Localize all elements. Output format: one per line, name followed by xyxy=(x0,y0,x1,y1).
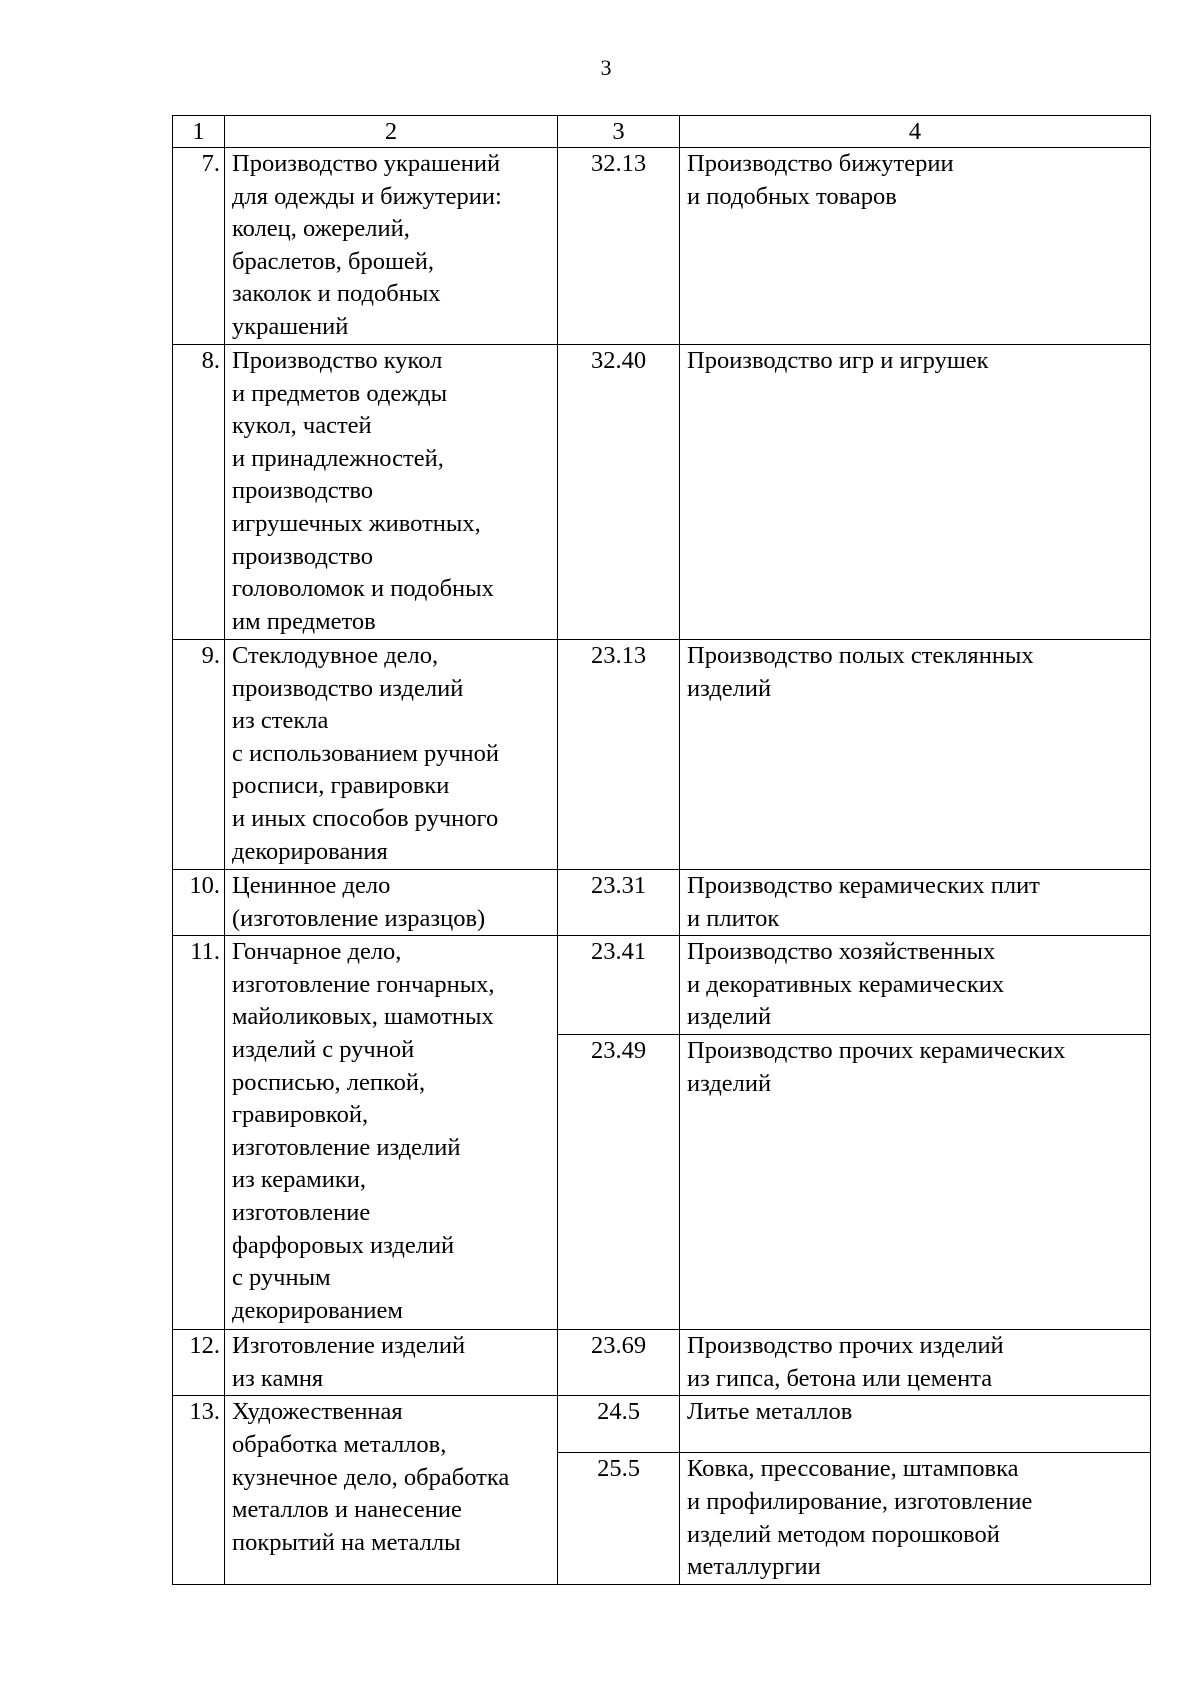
row-number: 11. xyxy=(173,936,225,1330)
row-number: 13. xyxy=(173,1396,225,1584)
okved-code: 23.69 xyxy=(558,1330,680,1396)
table-row xyxy=(173,148,1151,345)
craft-description: Производство украшений для одежды и бижутерии: колец, ожерелий, браслетов, брошей, заколок и подобных украшений xyxy=(225,148,558,345)
column-header-1: 1 xyxy=(173,116,225,148)
column-header-4: 4 xyxy=(680,116,1151,148)
page-number: 3 xyxy=(600,55,612,80)
row-number: 10. xyxy=(173,870,225,936)
activity-name: Производство хозяйственных и декоративных керамических изделий xyxy=(680,936,1151,1035)
row-number: 8. xyxy=(173,345,225,640)
column-header-2: 2 xyxy=(225,116,558,148)
table-row xyxy=(173,1330,1151,1396)
table-row xyxy=(173,936,1151,1035)
craft-description: Художественная обработка металлов, кузнечное дело, обработка металлов и нанесение покрытий на металлы xyxy=(225,1396,558,1584)
row-number: 12. xyxy=(173,1330,225,1396)
craft-description: Стеклодувное дело, производство изделий из стекла с использованием ручной росписи, гравировки и иных способов ручного декорирования xyxy=(225,640,558,870)
activity-name: Производство бижутерии и подобных товаров xyxy=(680,148,1151,345)
row-number: 7. xyxy=(173,148,225,345)
okved-code: 32.13 xyxy=(558,148,680,345)
okved-code: 24.5 xyxy=(558,1396,680,1453)
okved-code: 23.49 xyxy=(558,1035,680,1330)
okved-code: 23.31 xyxy=(558,870,680,936)
craft-description: Гончарное дело, изготовление гончарных, майоликовых, шамотных изделий с ручной росписью, лепкой, гравировкой, изготовление изделий из керамики, изготовление фарфоровых изделий с ручным декорированием xyxy=(225,936,558,1330)
activity-name: Производство игр и игрушек xyxy=(680,345,1151,640)
okved-code: 23.13 xyxy=(558,640,680,870)
row-number: 9. xyxy=(173,640,225,870)
column-header-3: 3 xyxy=(558,116,680,148)
table-header-row xyxy=(173,116,1151,148)
activity-name: Производство полых стеклянных изделий xyxy=(680,640,1151,870)
activity-name: Литье металлов xyxy=(680,1396,1151,1453)
okved-code: 25.5 xyxy=(558,1453,680,1584)
table-row xyxy=(173,1396,1151,1453)
craft-description: Ценинное дело (изготовление изразцов) xyxy=(225,870,558,936)
activity-name: Производство керамических плит и плиток xyxy=(680,870,1151,936)
activity-name: Ковка, прессование, штамповка и профилирование, изготовление изделий методом порошковой металлургии xyxy=(680,1453,1151,1584)
table-row xyxy=(173,870,1151,936)
table-row xyxy=(173,345,1151,640)
activity-name: Производство прочих керамических изделий xyxy=(680,1035,1151,1330)
craft-description: Изготовление изделий из камня xyxy=(225,1330,558,1396)
okved-code: 23.41 xyxy=(558,936,680,1035)
crafts-table xyxy=(172,115,1151,1585)
craft-description: Производство кукол и предметов одежды кукол, частей и принадлежностей, производство игрушечных животных, производство головоломок и подобных им предметов xyxy=(225,345,558,640)
activity-name: Производство прочих изделий из гипса, бетона или цемента xyxy=(680,1330,1151,1396)
okved-code: 32.40 xyxy=(558,345,680,640)
table-row xyxy=(173,640,1151,870)
